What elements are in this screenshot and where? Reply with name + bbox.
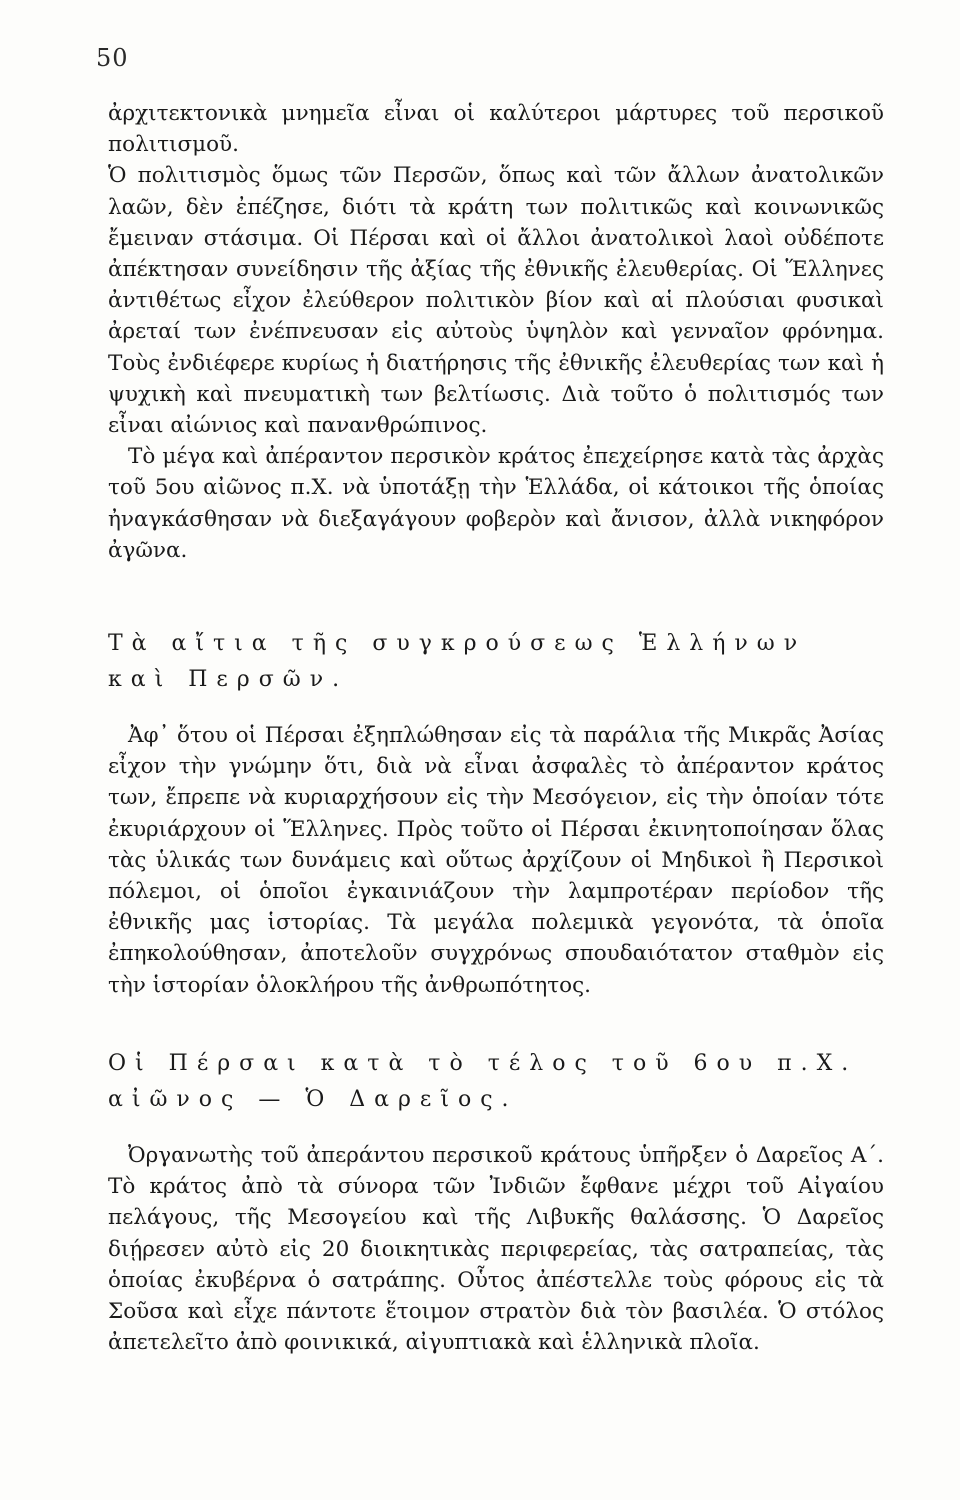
section-darius-body — [108, 1140, 884, 1358]
paragraph-causes: Ἀφ᾽ ὅτου οἱ Πέρσαι ἐξηπλώθησαν εἰς τὰ παράλια τῆς Μικρᾶς Ἀσίας εἶχον τὴν γνώμην ὅτι, διὰ νὰ εἶναι ἀσφαλὲς τὸ ἀπέραντον κράτος των, ἔπρεπε νὰ κυριαρχήσουν εἰς τὴν Μεσόγειον, εἰς τὴν ὁποίαν τότε ἐκυριάρχουν οἱ Ἕλληνες. Πρὸς τοῦτο οἱ Πέρσαι ἐκινητοποίησαν ὅλας τὰς ὑλικάς των δυνάμεις καὶ οὕτως ἀρχίζουν οἱ Μηδικοὶ ἢ Περσικοὶ πόλεμοι, οἱ ὁποῖοι ἐγκαινιάζουν τὴν λαμπροτέραν περίοδον τῆς ἐθνικῆς μας ἱστορίας. Τὰ μεγάλα πολεμικὰ γεγονότα, τὰ ὁποῖα ἐπηκολούθησαν, ἀποτελοῦν συγχρόνως σπουδαιότατον σταθμὸν εἰς τὴν ἱστορίαν ὁλοκλήρου τῆς ἀνθρωπότητος. — [108, 723, 884, 998]
section-heading-causes: Τὰ αἴτια τῆς συγκρούσεως Ἑλλήνων καὶ Περσῶν. — [108, 631, 807, 692]
paragraph-continuation: ἀρχιτεκτονικὰ μνημεῖα εἶναι οἱ καλύτεροι μάρτυρες τοῦ περσικοῦ πολιτισμοῦ. — [108, 101, 884, 158]
intro-text — [108, 98, 884, 566]
paragraph-darius: Ὀργανωτὴς τοῦ ἀπεράντου περσικοῦ κράτους ὑπῆρξεν ὁ Δαρεῖος Α΄. Τὸ κράτος ἀπὸ τὰ σύνορα τῶν Ἰνδιῶν ἔφθανε μέχρι τοῦ Αἰγαίου πελάγους, τῆς Μεσογείου καὶ τῆς Λιβυκῆς θαλάσσης. Ὁ Δαρεῖος διῄρεσεν αὐτὸ εἰς 20 διοικητικὰς περιφερείας, τὰς σατραπείας, τὰς ὁποίας ἐκυβέρνα ὁ σατράπης. Οὗτος ἀπέστελλε τοὺς φόρους εἰς τὰ Σοῦσα καὶ εἶχε πάντοτε ἕτοιμον στρατὸν διὰ τὸν βασιλέα. Ὁ στόλος ἀπετελεῖτο ἀπὸ φοινικικά, αἰγυπτιακὰ καὶ ἑλληνικὰ πλοῖα. — [108, 1143, 884, 1356]
paragraph-civilization: Ὁ πολιτισμὸς ὅμως τῶν Περσῶν, ὅπως καὶ τῶν ἄλλων ἀνατολικῶν λαῶν, δὲν ἐπέζησε, διότι τὰ κράτη των πολιτικῶς καὶ κοινωνικῶς ἔμειναν στάσιμα. Οἱ Πέρσαι καὶ οἱ ἄλλοι ἀνατολικοὶ λαοὶ οὐδέποτε ἀπέκτησαν συνείδησιν τῆς ἀξίας τῆς ἐθνικῆς ἐλευθερίας. Οἱ Ἕλληνες ἀντιθέτως εἶχον ἐλεύθερον πολιτικὸν βίον καὶ αἱ πλούσιαι φυσικαὶ ἀρεταί των ἐνέπνευσαν εἰς αὐτοὺς ὑψηλὸν καὶ γενναῖον φρόνημα. Τοὺς ἐνδιέφερε κυρίως ἡ διατήρησις τῆς ἐθνικῆς ἐλευθερίας των καὶ ἡ ψυχικὴ καὶ πνευματικὴ των βελτίωσις. Διὰ τοῦτο ὁ πολιτισμός των εἶναι αἰώνιος καὶ πανανθρώπινος. — [108, 163, 884, 439]
section-causes-body — [108, 720, 884, 1001]
section-causes — [108, 626, 884, 698]
page-number: 50 — [96, 44, 129, 72]
section-darius — [108, 1046, 884, 1118]
paragraph-persian-empire: Τὸ μέγα καὶ ἀπέραντον περσικὸν κράτος ἐπεχείρησε κατὰ τὰς ἀρχὰς τοῦ 5ου αἰῶνος π.Χ. νὰ ὑποτάξῃ τὴν Ἑλλάδα, οἱ κάτοικοι τῆς ὁποίας ἠναγκάσθησαν νὰ διεξαγάγουν φοβερὸν καὶ ἄνισον, ἀλλὰ νικηφόρον ἀγῶνα. — [108, 444, 884, 563]
section-heading-darius: Οἱ Πέρσαι κατὰ τὸ τέλος τοῦ 6ου π.Χ. αἰῶνος — Ὁ Δαρεῖος. — [108, 1051, 858, 1112]
